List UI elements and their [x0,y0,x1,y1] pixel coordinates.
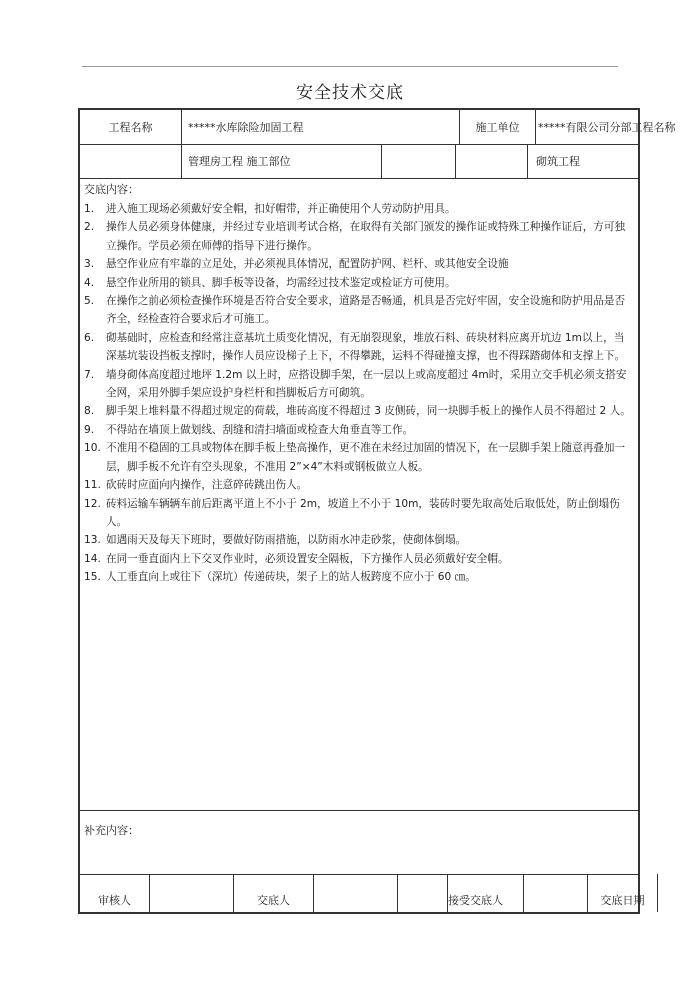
item-number: 6. [84,331,95,344]
construction-unit-label: 施工单位 [460,110,536,144]
item-number: 13. [84,534,101,547]
reviewer-label: 审核人 [80,874,150,912]
date-label: 交底日期 [588,874,658,912]
receiver-label: 接受交底人 [448,874,524,912]
item-number: 9. [84,423,95,436]
list-item [84,421,632,439]
header-row-1 [80,110,676,145]
reviewer-signature [150,874,234,912]
sub-project-value: 管理房工程 施工部位 [182,144,382,178]
list-item [84,329,632,366]
item-number: 1. [84,203,95,215]
top-rule [82,66,618,67]
item-text: 脚手架上堆料量不得超过规定的荷载，堆砖高度不得超过 3 皮侧砖，同一块脚手板上的操作人员不得超过 2 人。 [106,405,631,418]
item-number: 14. [84,552,101,565]
supplement-section [80,810,638,875]
content-label: 交底内容： [84,183,139,196]
list-item [84,218,632,255]
disclosure-content [80,178,638,811]
signature-row [80,874,645,912]
item-text: 不准用不稳固的工具或物体在脚手板上垫高操作，更不准在未经过加固的情况下，在一层脚手架上随意再叠加一层，脚手板不允许有空头现象，不准用 2”×4”木料或钢板做立人板。 [106,442,626,473]
item-text: 操作人员必须身体健康，并经过专业培训考试合格，在取得有关部门颁发的操作证或特殊工种操作证后，方可独立操作。学员必须在师傅的指导下进行操作。 [106,221,626,252]
item-number: 4. [84,276,95,289]
construction-unit-value: *****有限公司分部工程名称 [538,121,676,134]
list-item [84,200,632,218]
item-text: 在操作之前必须检查操作环境是否符合安全要求，道路是否畅通，机具是否完好牢固，安全设施和防护用品是否齐全，经检查符合要求后才可施工。 [106,295,626,326]
list-item [84,402,632,420]
item-list [84,200,632,587]
discloser-signature [314,874,398,912]
document-title: 安全技术交底 [296,83,404,103]
item-number: 5. [84,295,95,308]
list-item [84,531,632,549]
project-name-label: 工程名称 [80,110,182,144]
item-text: 如遇雨天及每天下班时，要做好防雨措施，以防雨水冲走砂浆，使砌体倒塌。 [106,534,467,547]
project-name-value: *****水库除险加固工程 [182,110,460,144]
item-number: 11. [84,479,101,492]
blank-cell [456,144,528,178]
work-type-value: 砌筑工程 [536,155,580,168]
supplement-label: 补充内容： [84,824,139,837]
item-number: 12. [84,497,101,510]
item-text: 在同一垂直面内上下交叉作业时，必须设置安全隔板，下方操作人员必须戴好安全帽。 [106,552,509,565]
item-text: 悬空作业所用的锁具、脚手板等设备，均需经过技术鉴定或检证方可使用。 [106,276,456,289]
item-text: 砖料运输车辆辆车前后距离平道上不小于 2m，坡道上不小于 10m，装砖时要先取高处后取低处，防止倒塌伤人。 [106,497,620,528]
blank-cell [398,874,448,912]
disclosure-form [78,108,676,914]
list-item [84,292,632,329]
blank-cell [80,144,182,178]
item-text: 人工垂直向上或往下（深坑）传递砖块，架子上的站人板跨度不应小于 60 ㎝。 [106,571,476,584]
item-text: 墙身砌体高度超过地坪 1.2m 以上时，应搭设脚手架，在一层以上或高度超过 4m时，采用立交手机必须支搭安全网，采用外脚手架应设护身栏杆和挡脚板后方可砌筑。 [106,368,627,400]
list-item [84,495,632,532]
list-item [84,439,632,476]
list-item [84,366,632,403]
item-number: 8. [84,405,95,418]
item-number: 7. [84,368,95,381]
receiver-signature [524,874,588,912]
item-number: 3. [84,258,95,271]
item-text: 悬空作业应有牢靠的立足处，并必须视具体情况，配置防护网、栏杆、或其他安全设施 [106,258,509,271]
list-item [84,274,632,292]
list-item [84,255,632,273]
list-item [84,550,632,568]
item-number: 2. [84,221,95,234]
header-row-2 [80,144,638,179]
item-text: 砌基础时，应检查和经常注意基坑土质变化情况，有无崩裂现象，堆放石料、砖块材料应离开坑边 1m以上，当深基坑装设挡板支撑时，操作人员应设梯子上下，不得攀跳，运料不得碰撞支撑，也不得踩踏砌体和支撑上下。 [106,331,626,363]
item-number: 15. [84,571,101,584]
list-item [84,568,632,586]
item-text: 不得站在墙顶上做划线、刮缝和清扫墙面或检查大角垂直等工作。 [106,423,414,436]
item-number: 10. [84,442,101,455]
discloser-label: 交底人 [234,874,314,912]
item-text: 进入施工现场必须戴好安全帽，扣好帽带，并正确使用个人劳动防护用具。 [106,203,456,215]
item-text: 砍砖时应面向内操作，注意碎砖跳出伤人。 [106,479,308,492]
list-item [84,476,632,494]
blank-cell [382,144,456,178]
